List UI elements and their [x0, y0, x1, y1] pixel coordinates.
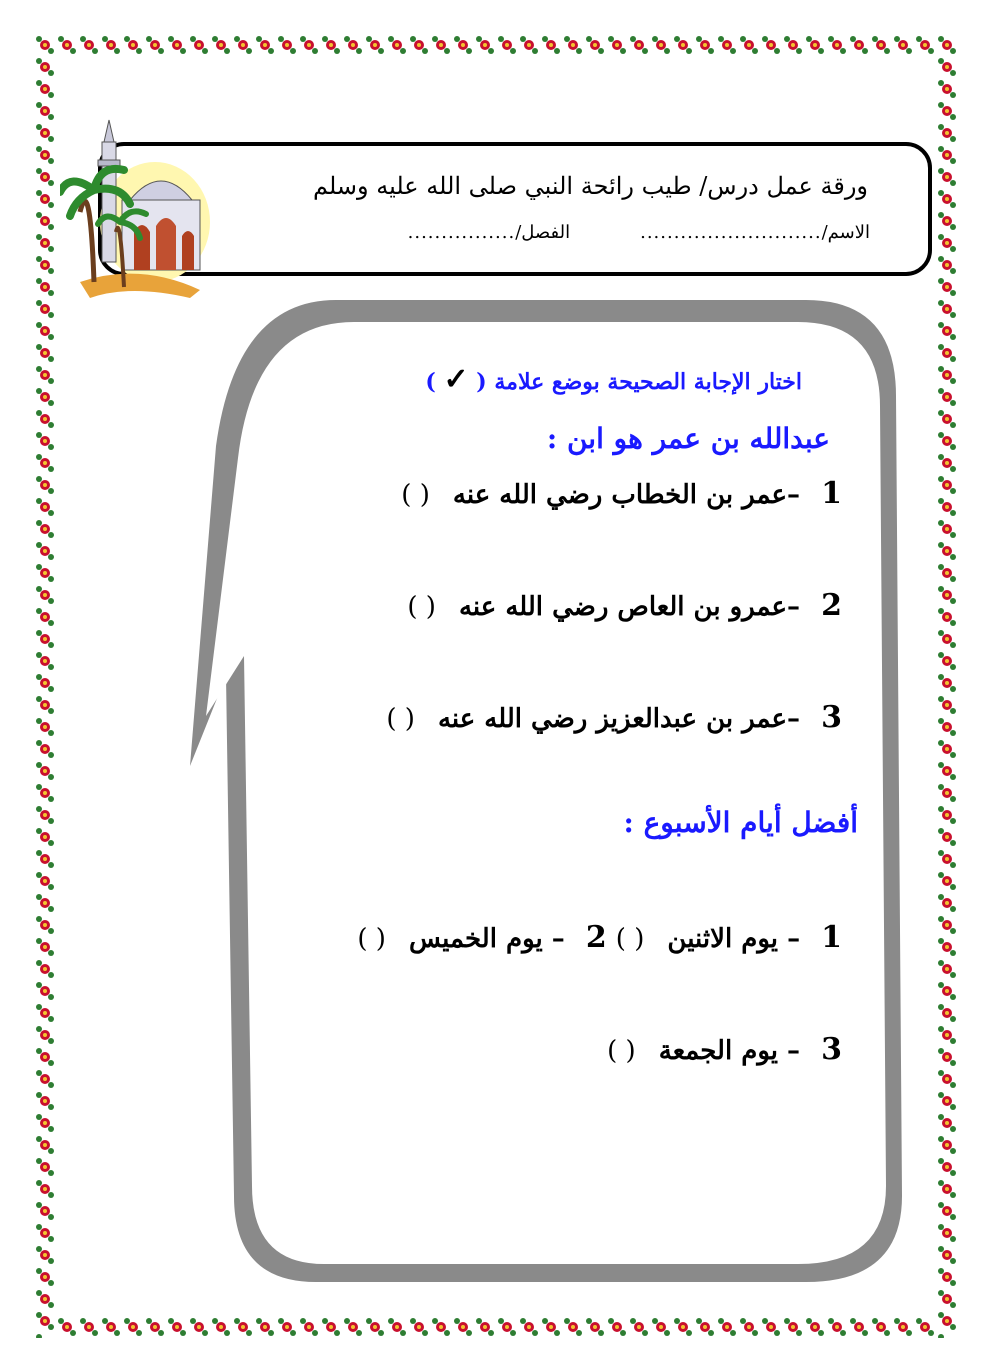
option-text: –عمرو بن العاص رضي الله عنه: [458, 592, 801, 622]
floral-border-left: [34, 34, 56, 1338]
question-1-option-1[interactable]: [401, 476, 842, 511]
option-text: – يوم الاثنين: [667, 924, 801, 954]
answer-blank[interactable]: ( ): [607, 1036, 636, 1066]
answer-blank[interactable]: ( ): [357, 924, 386, 954]
class-label: الفصل/: [515, 222, 571, 243]
option-text: –عمر بن عبدالعزيز رضي الله عنه: [437, 704, 801, 734]
answer-blank[interactable]: ( ): [386, 704, 415, 734]
question-2-option-2[interactable]: [357, 920, 607, 955]
option-number: 2: [821, 588, 842, 623]
instruction-close-paren: ): [425, 369, 436, 395]
option-text: – يوم الجمعة: [658, 1036, 801, 1066]
class-field[interactable]: ................: [407, 222, 516, 243]
header-box: [98, 142, 932, 276]
answer-blank[interactable]: ( ): [401, 480, 430, 510]
question-2-heading: أفضل أيام الأسبوع :: [623, 806, 858, 839]
option-number: 1: [821, 476, 842, 511]
option-number: 2: [585, 920, 607, 955]
instruction-label: اختار الإجابة الصحيحة بوضع علامة (: [476, 369, 802, 395]
question-2-option-3[interactable]: [607, 1032, 842, 1067]
option-text: –عمر بن الخطاب رضي الله عنه: [452, 480, 801, 510]
question-2-options-row-1: [357, 920, 842, 955]
answer-blank[interactable]: ( ): [407, 592, 436, 622]
question-1-option-2[interactable]: [407, 588, 842, 623]
floral-border-right: [936, 34, 958, 1338]
question-2-option-1[interactable]: [607, 920, 842, 955]
student-info-line: [190, 222, 870, 243]
answer-blank[interactable]: ( ): [615, 924, 645, 954]
option-number: 3: [821, 1032, 842, 1067]
floral-border-top: [34, 34, 958, 56]
option-text: – يوم الخميس: [408, 924, 565, 954]
question-1-heading: عبدالله بن عمر هو ابن :: [546, 422, 830, 455]
instruction-text: [425, 362, 802, 397]
worksheet-title: ورقة عمل درس/ طيب رائحة النبي صلى الله عليه وسلم: [313, 172, 868, 200]
option-number: 3: [821, 700, 842, 735]
question-1-option-3[interactable]: [386, 700, 842, 735]
name-field[interactable]: ...........................: [640, 222, 822, 243]
name-label: الاسم/: [821, 222, 870, 243]
option-number: 1: [821, 920, 842, 955]
check-mark-icon: ✓: [443, 362, 469, 397]
floral-border-bottom: [34, 1316, 958, 1338]
mosque-clipart-icon: [60, 112, 210, 302]
